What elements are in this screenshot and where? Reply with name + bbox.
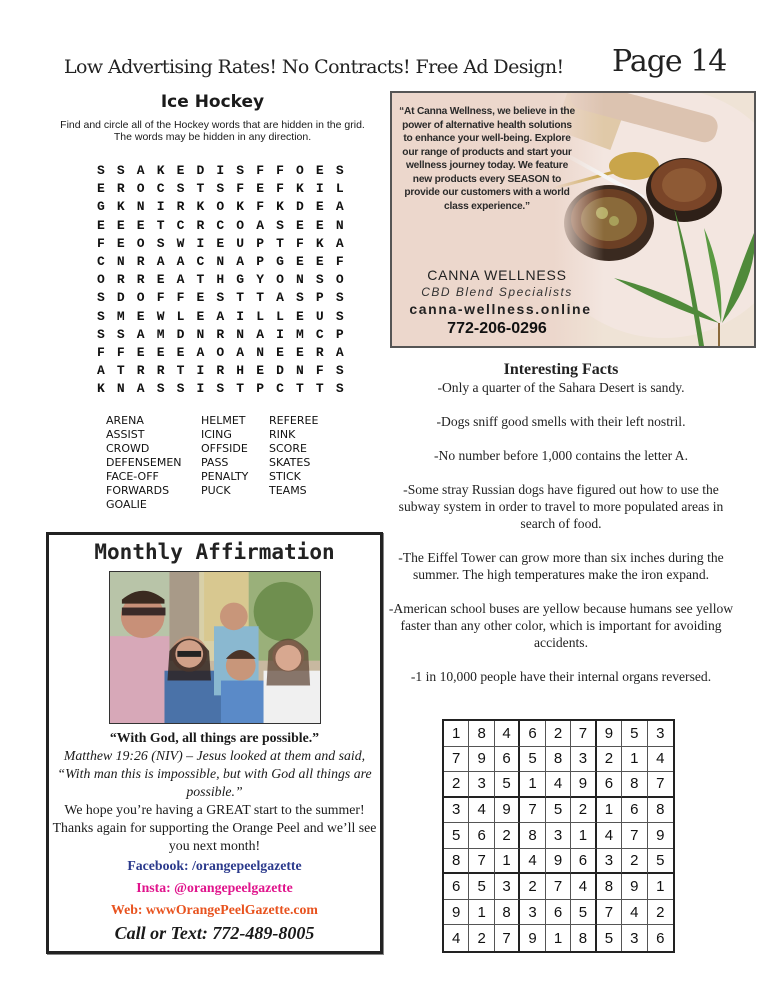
sudoku-cell: 2 (469, 925, 494, 951)
sudoku-cell: 7 (444, 747, 469, 773)
sudoku-cell: 3 (571, 747, 596, 773)
sudoku-cell: 3 (622, 925, 647, 951)
sudoku-cell: 5 (469, 874, 494, 900)
word-list-item: SCORE (269, 442, 307, 455)
ad-website: canna-wellness.online (409, 301, 592, 317)
sudoku-cell: 9 (622, 874, 647, 900)
sudoku-cell: 5 (648, 849, 673, 875)
fact-item: -No number before 1,000 contains the letter A. (433, 448, 689, 463)
family-photo (109, 571, 321, 724)
sudoku-cell: 6 (597, 772, 622, 798)
canna-wellness-ad (390, 91, 756, 348)
word-search-grid (97, 162, 356, 398)
sudoku-cell: 6 (444, 874, 469, 900)
sudoku-cell: 9 (648, 823, 673, 849)
sudoku-cell: 1 (495, 849, 520, 875)
sudoku-cell: 2 (546, 721, 571, 747)
sudoku-cell: 8 (571, 925, 596, 951)
sudoku-cell: 1 (648, 874, 673, 900)
fact-item: -American school buses are yellow because humans see yellow faster than any other color, which is important for avoiding accidents. (388, 601, 734, 650)
word-list-item: REFEREE (269, 414, 319, 427)
sudoku-cell: 6 (520, 721, 545, 747)
interesting-facts (387, 361, 735, 702)
sudoku-cell: 1 (546, 925, 571, 951)
word-search-word-list (106, 414, 349, 512)
sudoku-cell: 4 (648, 747, 673, 773)
instagram-link[interactable]: Insta: @orangepeelgazette (136, 880, 293, 895)
word-search-row: ORREATHGYONSO (97, 272, 356, 288)
sudoku-cell: 4 (571, 874, 596, 900)
sudoku-cell: 3 (469, 772, 494, 798)
header-tagline: Low Advertising Rates! No Contracts! Free Ad Design! (64, 56, 564, 78)
sudoku-cell: 9 (520, 925, 545, 951)
word-list-item: DEFENSEMEN (106, 456, 182, 469)
word-search-row: FEOSWIEUPTFKA (97, 235, 356, 251)
sudoku-cell: 7 (648, 772, 673, 798)
word-search-instructions (50, 120, 375, 143)
sudoku-cell: 3 (597, 849, 622, 875)
sudoku-cell: 7 (469, 849, 494, 875)
sudoku-cell: 5 (495, 772, 520, 798)
sudoku-cell: 5 (444, 823, 469, 849)
sudoku-cell: 6 (622, 798, 647, 824)
sudoku-cell: 7 (495, 925, 520, 951)
ad-subtitle: CBD Blend Specialists (421, 285, 573, 299)
sudoku-cell: 4 (495, 721, 520, 747)
sudoku-cell: 2 (622, 849, 647, 875)
sudoku-cell: 8 (622, 772, 647, 798)
sudoku-cell: 3 (495, 874, 520, 900)
sudoku-cell: 8 (495, 900, 520, 926)
sudoku-cell: 4 (546, 772, 571, 798)
ad-brand-name: CANNA WELLNESS (427, 267, 567, 283)
word-list-item: STICK (269, 470, 301, 483)
sudoku-cell: 8 (546, 747, 571, 773)
affirmation-verse: Matthew 19:26 (NIV) – Jesus looked at them and said, (63, 748, 366, 763)
word-list-item: RINK (269, 428, 296, 441)
word-search-row: SSAKEDISFFOES (97, 163, 356, 178)
sudoku-cell: 6 (571, 849, 596, 875)
facts-title: Interesting Facts (503, 361, 619, 378)
sudoku-cell: 4 (469, 798, 494, 824)
facebook-link[interactable]: Facebook: /orangepeelgazette (127, 858, 302, 873)
sudoku-cell: 4 (622, 900, 647, 926)
sudoku-cell: 6 (546, 900, 571, 926)
call-or-text: Call or Text: 772-489-8005 (114, 923, 315, 943)
sudoku-cell: 8 (597, 874, 622, 900)
sudoku-cell: 2 (520, 874, 545, 900)
sudoku-cell: 5 (546, 798, 571, 824)
word-search-row: FFEEEAOANEERA (97, 344, 356, 360)
sudoku-cell: 2 (597, 747, 622, 773)
sudoku-cell: 2 (444, 772, 469, 798)
word-list-item: ARENA (106, 414, 144, 427)
sudoku-cell: 7 (622, 823, 647, 849)
sudoku-cell: 7 (546, 874, 571, 900)
sudoku-cell: 1 (520, 772, 545, 798)
sudoku-cell: 9 (444, 900, 469, 926)
sudoku-cell: 7 (520, 798, 545, 824)
affirmation-verse: “With man this is impossible, but with God all things are possible.” (57, 766, 372, 799)
word-search-row: SDOFFESTTASPS (97, 290, 356, 306)
word-search-row: SMEWLEAILLEUS (97, 308, 356, 324)
sudoku-cell: 9 (597, 721, 622, 747)
word-search-row: EEETCRCOASEEN (97, 217, 356, 233)
sudoku-cell: 7 (571, 721, 596, 747)
sudoku-cell: 8 (520, 823, 545, 849)
fact-item: -The Eiffel Tower can grow more than six inches during the summer. The high temperatures make the iron expand. (398, 550, 724, 582)
monthly-affirmation-box (46, 532, 383, 954)
word-list-item: TEAMS (269, 484, 307, 497)
sudoku-cell: 2 (495, 823, 520, 849)
word-search-row: SSAMDNRNAIMCP (97, 326, 356, 342)
sudoku-cell: 9 (495, 798, 520, 824)
sudoku-cell: 4 (597, 823, 622, 849)
sudoku-cell: 9 (546, 849, 571, 875)
ad-phone: 772-206-0296 (447, 320, 547, 337)
sudoku-cell: 8 (444, 849, 469, 875)
sudoku-cell: 6 (469, 823, 494, 849)
word-list-item: PENALTY (201, 470, 249, 483)
word-list-item: GOALIE (106, 498, 147, 511)
sudoku-cell: 8 (469, 721, 494, 747)
word-list-item: HELMET (201, 414, 246, 427)
sudoku-cell: 9 (469, 747, 494, 773)
sudoku-cell: 5 (597, 925, 622, 951)
sudoku-cell: 5 (520, 747, 545, 773)
sudoku-cell: 8 (648, 798, 673, 824)
sudoku-cell: 1 (469, 900, 494, 926)
affirmation-quote: “With God, all things are possible.” (109, 730, 320, 745)
word-list-item: ASSIST (106, 428, 145, 441)
word-list-item: PASS (201, 456, 229, 469)
sudoku-cell: 7 (597, 900, 622, 926)
word-search-row: KNASSISTPCTTS (97, 381, 356, 397)
word-list-item: FORWARDS (106, 484, 170, 497)
sudoku-cell: 5 (571, 900, 596, 926)
sudoku-cell: 3 (648, 721, 673, 747)
fact-item: -1 in 10,000 people have their internal organs reversed. (410, 669, 712, 684)
sudoku-cell: 1 (444, 721, 469, 747)
affirmation-title: Monthly Affirmation (94, 540, 335, 564)
word-search-row: ATRRTIRHEDNFS (97, 363, 356, 379)
fact-item: -Some stray Russian dogs have figured out how to use the subway system in order to travel to more populated areas in search of food. (398, 482, 724, 531)
word-search-title: Ice Hockey (160, 92, 265, 112)
sudoku-cell: 3 (444, 798, 469, 824)
word-search-row: GKNIRKOKFKDEA (97, 199, 356, 215)
word-search-row: CNRAACNAPGEEF (97, 253, 356, 269)
sudoku-cell: 1 (622, 747, 647, 773)
word-list-item: PUCK (201, 484, 231, 497)
word-list-item: FACE-OFF (106, 470, 159, 483)
sudoku-cell: 4 (520, 849, 545, 875)
sudoku-cell: 5 (622, 721, 647, 747)
word-search-row: EROCSTSFEFKIL (97, 181, 356, 197)
sudoku-cell: 1 (597, 798, 622, 824)
ad-quote: “At Canna Wellness, we believe in the power of alternative health solutions to enhance your well-being. Explore our range of products and start your wellness journey today. We feature new products every SEASON to provide our customers with a world class experience.” (399, 106, 575, 212)
word-list-item: OFFSIDE (201, 442, 248, 455)
sudoku-cell: 1 (571, 823, 596, 849)
fact-item: -Only a quarter of the Sahara Desert is sandy. (437, 380, 685, 395)
sudoku-cell: 3 (546, 823, 571, 849)
word-list-item: SKATES (269, 456, 311, 469)
instructions-line: Find and circle all of the Hockey words that are hidden in the grid. (60, 119, 365, 131)
sudoku-cell: 6 (495, 747, 520, 773)
website-link[interactable]: Web: wwwOrangePeelGazette.com (111, 902, 318, 917)
instructions-line: The words may be hidden in any direction. (113, 130, 312, 143)
fact-item: -Dogs sniff good smells with their left nostril. (436, 414, 686, 429)
word-list-item: ICING (201, 428, 232, 441)
sudoku-cell: 2 (648, 900, 673, 926)
sudoku-cell: 6 (656, 929, 665, 947)
page-number: Page 14 (612, 44, 727, 79)
affirmation-message: We hope you’re having a GREAT start to the summer! Thanks again for supporting the Orange Peel and we’ll see you next month! (52, 802, 377, 853)
sudoku-cell: 4 (444, 925, 469, 951)
sudoku-cell: 9 (571, 772, 596, 798)
sudoku-grid (442, 719, 675, 953)
word-list-item: CROWD (106, 442, 150, 455)
affirmation-text (49, 729, 380, 945)
sudoku-cell: 2 (571, 798, 596, 824)
sudoku-cell: 3 (520, 900, 545, 926)
